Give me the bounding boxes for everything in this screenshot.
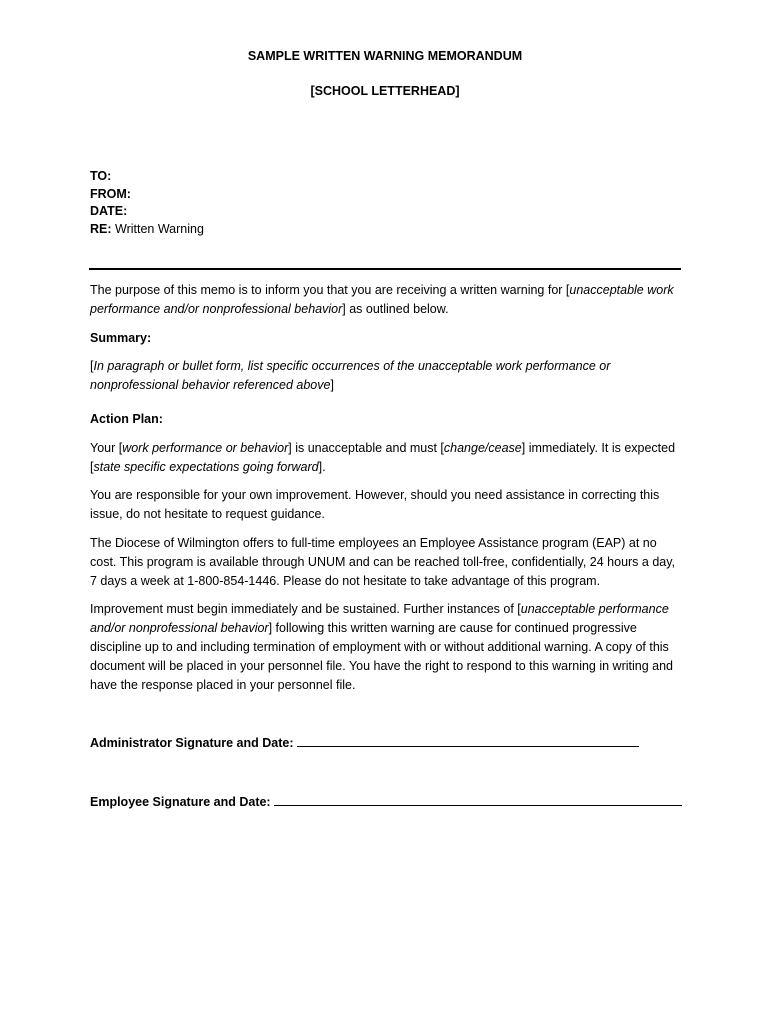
re-field xyxy=(90,221,204,239)
improvement-text-1: Improvement must begin immediately and be sustained. Further instances of [ xyxy=(90,602,521,616)
purpose-text-start: The purpose of this memo is to inform you that you are receiving a written warning for [ xyxy=(90,283,570,297)
action-plan-text-3: ] immediately. It is expected [ xyxy=(90,440,676,474)
to-field xyxy=(90,168,204,186)
administrator-signature-line xyxy=(90,734,639,753)
improvement-placeholder: unacceptable performance and/or nonprofessional behavior xyxy=(90,602,669,635)
summary-bracket-open: [ xyxy=(90,359,94,373)
date-label: DATE: xyxy=(90,204,128,218)
re-label: RE: xyxy=(90,221,112,236)
summary-paragraph xyxy=(90,357,680,395)
action-plan-heading: Action Plan: xyxy=(90,412,163,426)
purpose-text-end: ] as outlined below. xyxy=(342,302,449,316)
action-plan-paragraph xyxy=(90,439,680,477)
action-plan-placeholder-1: work performance or behavior xyxy=(122,440,289,455)
action-plan-placeholder-2: change/cease xyxy=(443,440,522,455)
employee-signature-label: Employee Signature and Date: xyxy=(90,795,271,809)
to-label: TO: xyxy=(90,169,112,183)
action-plan-text-2: ] is unacceptable and must [ xyxy=(288,440,444,455)
purpose-placeholder: unacceptable work performance and/or nonprofessional behavior xyxy=(90,283,674,316)
summary-placeholder: In paragraph or bullet form, list specific occurrences of the unacceptable work performance or nonprofessional behavior referenced above xyxy=(90,359,611,392)
improvement-paragraph xyxy=(90,600,680,695)
letterhead-placeholder: [SCHOOL LETTERHEAD] xyxy=(310,84,460,98)
eap-paragraph: The Diocese of Wilmington offers to full-time employees an Employee Assistance program (EAP) at no cost. This program is available through UNUM and can be reached toll-free, confidentially, 24 hours a day, 7 days a week at 1-800-854-1446. Please do not hesitate to take advantage of this program. xyxy=(90,535,676,588)
summary-heading: Summary: xyxy=(90,330,152,345)
document-title: SAMPLE WRITTEN WARNING MEMORANDUM xyxy=(247,49,523,63)
purpose-paragraph xyxy=(90,281,680,319)
improvement-text-2: ] following this written warning are cause for continued progressive discipline up to and including termination of employment with or without additional warning. A copy of this document will be placed in your personnel file. You have the right to respond to this warning in writing and have the response placed in your personnel file. xyxy=(90,621,673,692)
administrator-signature-blank[interactable] xyxy=(297,734,639,747)
administrator-signature-label: Administrator Signature and Date: xyxy=(90,736,294,750)
action-plan-placeholder-3: state specific expectations going forward xyxy=(93,459,319,474)
memo-body xyxy=(90,281,680,705)
date-field xyxy=(90,203,204,221)
from-field xyxy=(90,186,204,204)
responsibility-paragraph: You are responsible for your own improvement. However, should you need assistance in correcting this issue, do not hesitate to request guidance. xyxy=(90,488,660,521)
memo-header xyxy=(90,168,204,238)
employee-signature-line xyxy=(90,793,682,812)
from-label: FROM: xyxy=(90,186,131,201)
action-plan-text-1: Your [ xyxy=(90,440,123,455)
re-value: Written Warning xyxy=(115,221,204,236)
action-plan-text-4: ]. xyxy=(318,459,326,474)
employee-signature-blank[interactable] xyxy=(274,793,682,806)
header-divider xyxy=(89,268,681,270)
summary-bracket-close: ] xyxy=(330,378,334,392)
